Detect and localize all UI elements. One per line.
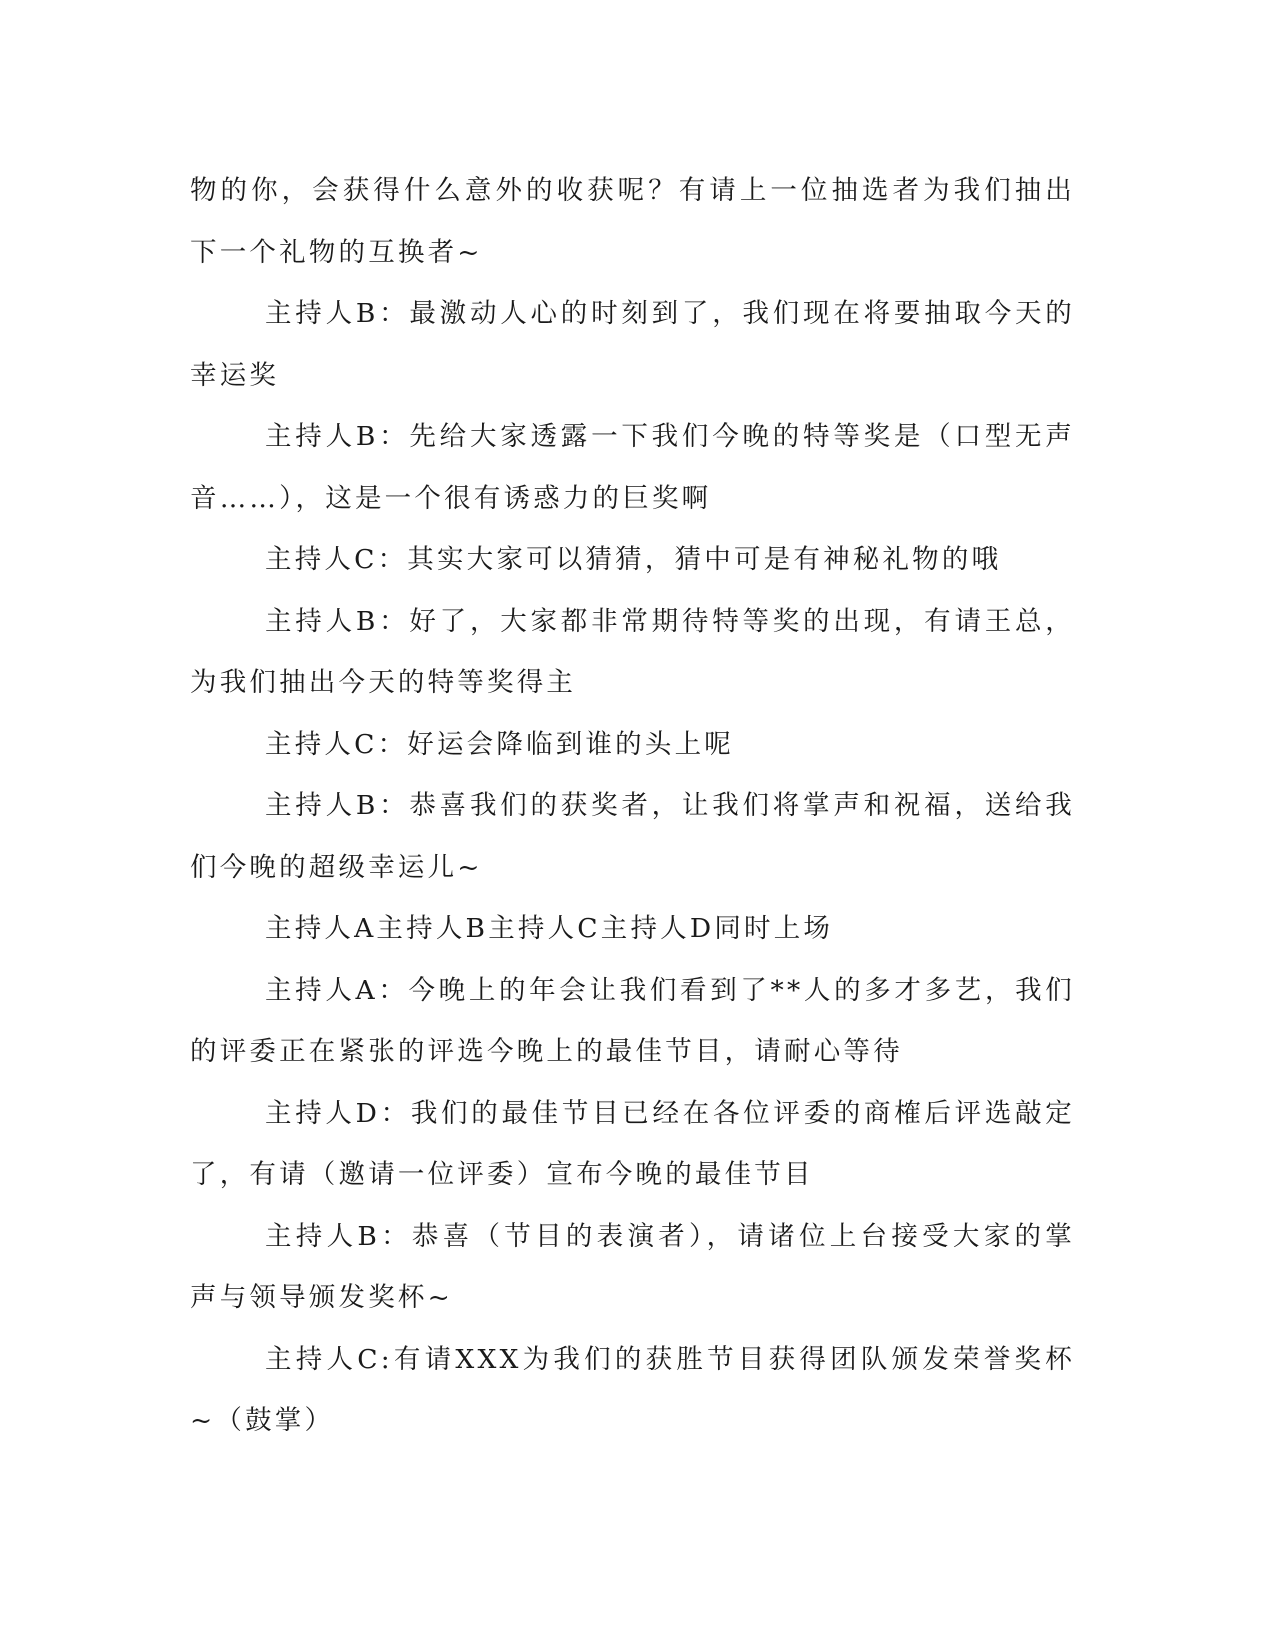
paragraph: 主持人C：好运会降临到谁的头上呢 (265, 728, 734, 760)
paragraph: 主持人A主持人B主持人C主持人D同时上场 (265, 913, 834, 944)
paragraph: 主持人B：最激动人心的时刻到了，我们现在将要抽取今天的幸运奖 (190, 298, 1075, 391)
paragraph: 主持人C:有请XXX为我们的获胜节目获得团队颁发荣誉奖杯~（鼓掌） (190, 1343, 1075, 1436)
paragraph: 物的你，会获得什么意外的收获呢？有请上一位抽选者为我们抽出下一个礼物的互换者~ (190, 175, 1075, 268)
paragraph: 主持人B：恭喜我们的获奖者，让我们将掌声和祝福，送给我们今晚的超级幸运儿~ (190, 790, 1075, 883)
document-body (190, 160, 1075, 1452)
paragraph: 主持人C：其实大家可以猜猜，猜中可是有神秘礼物的哦 (265, 544, 1002, 575)
paragraph: 主持人B：恭喜（节目的表演者），请诸位上台接受大家的掌声与领导颁发奖杯~ (190, 1220, 1075, 1313)
paragraph: 主持人B：好了，大家都非常期待特等奖的出现，有请王总，为我们抽出今天的特等奖得主 (190, 605, 1075, 698)
paragraph: 主持人D：我们的最佳节目已经在各位评委的商榷后评选敲定了，有请（邀请一位评委）宣布今晚的最佳节目 (190, 1097, 1075, 1190)
paragraph: 主持人B：先给大家透露一下我们今晚的特等奖是（口型无声音……），这是一个很有诱惑力的巨奖啊 (190, 421, 1075, 514)
paragraph: 主持人A：今晚上的年会让我们看到了**人的多才多艺，我们的评委正在紧张的评选今晚上的最佳节目，请耐心等待 (190, 974, 1075, 1067)
